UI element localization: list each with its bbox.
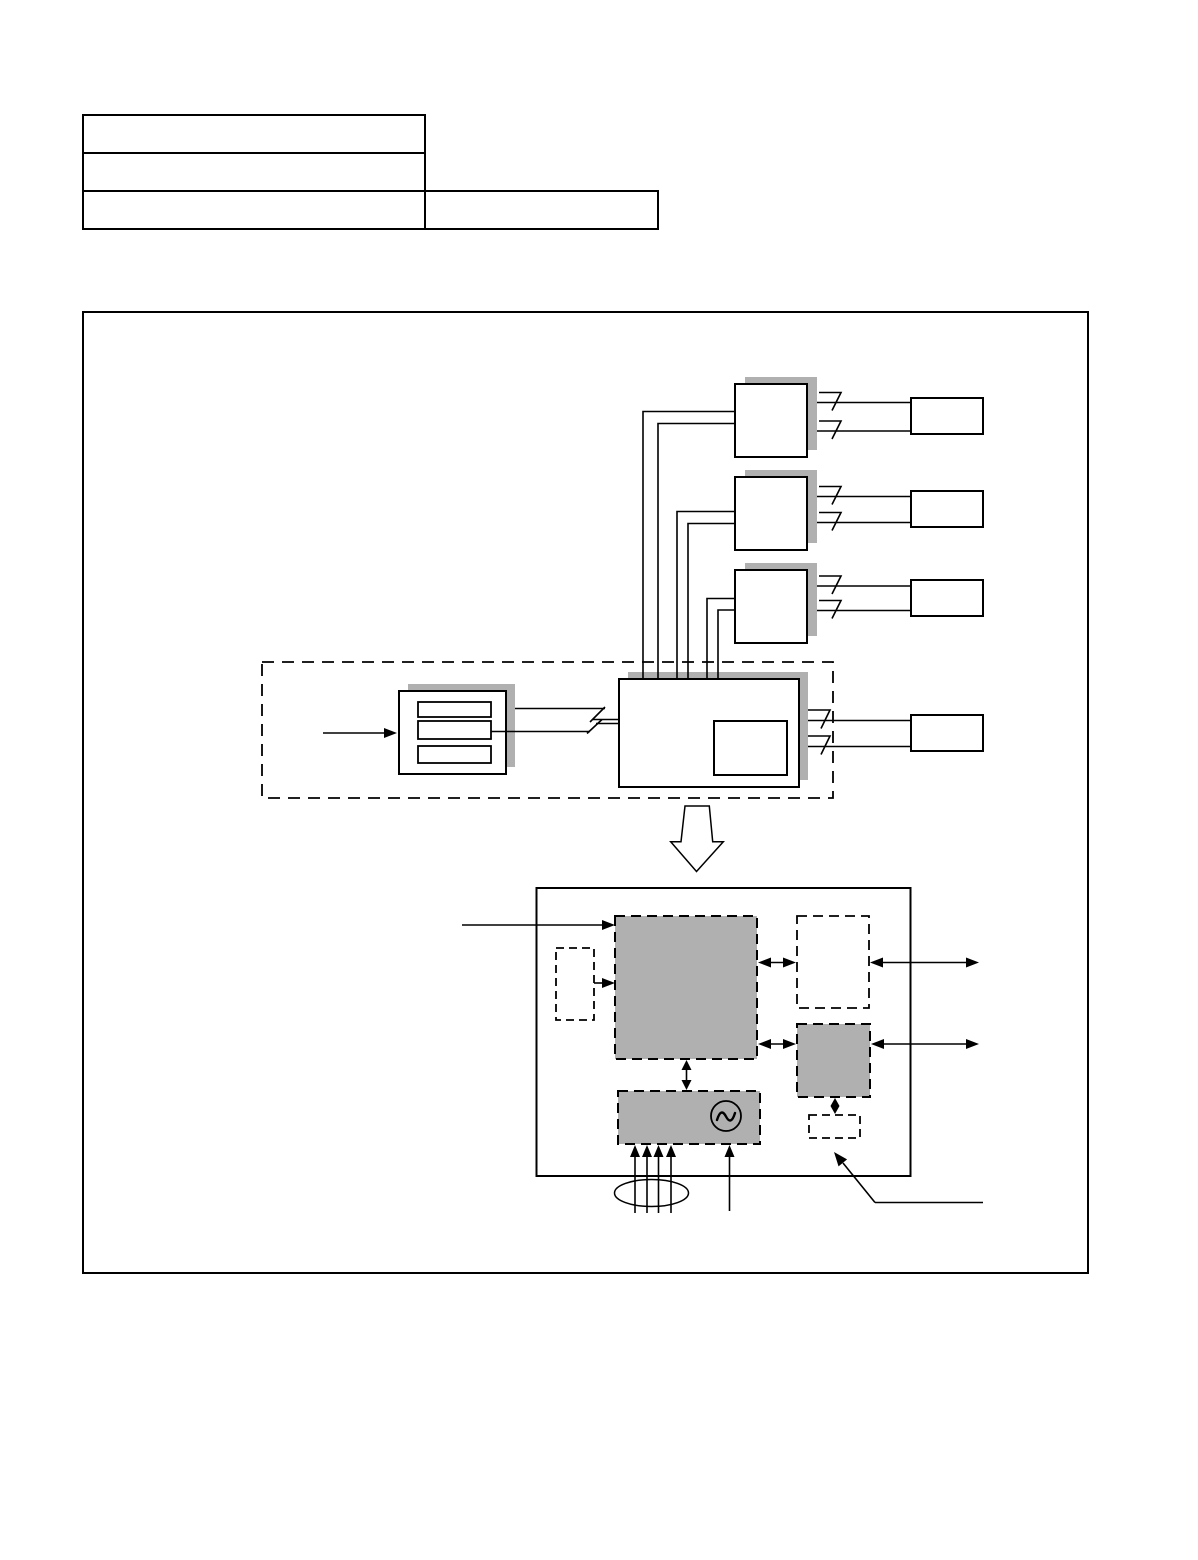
driver-feed-line-6 [718,610,735,679]
clock-input-arrowhead-5 [725,1145,735,1157]
clock-input-arrowhead-3 [654,1145,664,1157]
sub-dashed-box [809,1115,860,1138]
driver-chip-2 [735,477,807,550]
driver-feed-line-1 [643,412,735,680]
display-box-4 [911,715,983,751]
memory-external-arrowhead-left [871,1039,884,1049]
display-box-2 [911,491,983,527]
bus-slash-ctrl-a [808,710,830,729]
driver-feed-line-2 [658,424,735,680]
io-external-arrowhead-right [966,958,979,968]
display-box-1 [911,398,983,434]
bus-slash-ctrl-b [808,736,830,755]
aux-dashed-box [556,948,594,1020]
bus-slash-d2b [819,513,841,531]
signal-group-ellipse [615,1180,689,1207]
cpu-block [615,916,757,1059]
cpu-io-arrowhead-right [783,958,796,968]
driver-chip-1 [735,384,807,457]
aux-to-cpu-arrowhead [602,978,615,988]
memory-block [797,1024,870,1097]
memory-external-arrowhead-right [966,1039,979,1049]
controller-sub-box [714,721,787,775]
cpu-io-arrowhead-left [758,958,771,968]
bus-slash-d3b [819,601,841,619]
memory-sub-arrowhead-down [831,1106,840,1114]
register-slot-1 [418,702,491,717]
register-slot-3 [418,746,491,763]
cpu-memory-arrowhead-right [783,1039,796,1049]
pointer-diagonal-line [843,1163,875,1203]
driver-feed-line-3 [677,512,735,680]
clock-input-arrowhead-4 [666,1145,676,1157]
bus-slash-d1b [819,421,841,439]
clock-input-arrowhead-1 [630,1145,640,1157]
display-box-3 [911,580,983,616]
io-dashed-box [797,916,869,1008]
header-table-row-2 [83,153,425,191]
bus-slash-d3a [819,576,841,594]
bus-slash-d2a [819,487,841,505]
clock-input-arrowhead-2 [642,1145,652,1157]
driver-feed-line-4 [688,524,735,680]
header-table-row-1 [83,115,425,153]
cpu-input-arrowhead [602,920,615,930]
driver-chip-3 [735,570,807,643]
cpu-memory-arrowhead-left [758,1039,771,1049]
ram-bus-b-slash [587,720,602,734]
ram-input-arrowhead [384,728,397,738]
io-external-arrowhead-left [870,958,883,968]
memory-sub-arrowhead-up [831,1098,840,1106]
figure-frame [83,312,1088,1273]
cpu-clock-arrowhead-up [682,1060,692,1070]
header-table-row-3 [83,191,658,229]
register-slot-2 [418,721,491,739]
down-block-arrow [671,806,724,872]
cpu-clock-arrowhead-down [682,1080,692,1090]
pointer-arrowhead [834,1152,847,1166]
bus-slash-d1a [819,393,841,411]
